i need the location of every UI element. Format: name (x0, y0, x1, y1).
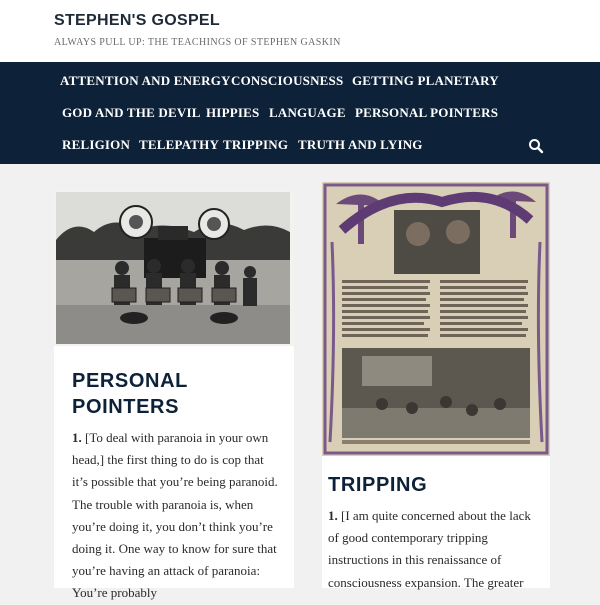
nav-item-tripping[interactable]: TRIPPING (223, 137, 289, 152)
main-nav (0, 62, 600, 164)
nav-item-hippies[interactable]: HIPPIES (206, 105, 260, 120)
post-excerpt (328, 505, 543, 594)
post-excerpt (72, 427, 282, 605)
site-title[interactable]: STEPHEN'S GOSPEL (54, 12, 220, 29)
nav-item-personal-pointers[interactable]: PERSONAL POINTERS (355, 105, 499, 120)
post-card-tripping (322, 182, 550, 588)
nav-item-god-and-the-devil[interactable]: GOD AND THE DEVIL (62, 105, 201, 120)
nav-item-religion[interactable]: RELIGION (62, 137, 131, 152)
nav-item-getting-planetary[interactable]: GETTING PLANETARY (352, 73, 499, 88)
excerpt-text: [To deal with paranoia in your own head,] the first thing to do is cop that it’s possible that you’re being paranoid. The trouble with paranoia is, when you’re doing it, you don’t think you’re doing it. One way to know for sure that you’re having an attack of paranoia: You’re probably (72, 430, 278, 601)
nav-item-attention-and-energy[interactable]: ATTENTION AND ENERGY (60, 73, 231, 88)
nav-item-language[interactable]: LANGUAGE (269, 105, 346, 120)
site-header (0, 0, 600, 62)
nav-item-telepathy[interactable]: TELEPATHY (139, 137, 220, 152)
excerpt-number: 1. (72, 430, 82, 445)
post-image-magazine-page[interactable] (322, 182, 550, 456)
nav-item-consciousness[interactable]: CONSCIOUSNESS (231, 73, 344, 88)
excerpt-text: [I am quite concerned about the lack of good contemporary tripping instructions in this renaissance of consciousness expansion. The greater (328, 508, 531, 590)
search-icon[interactable] (528, 138, 544, 154)
nav-item-truth-and-lying[interactable]: TRUTH AND LYING (298, 137, 423, 152)
post-title[interactable]: PERSONAL POINTERS (72, 370, 188, 418)
post-image-tractor-group[interactable] (54, 190, 294, 346)
excerpt-number: 1. (328, 508, 338, 523)
post-title[interactable]: TRIPPING (328, 474, 428, 496)
site-tagline: ALWAYS PULL UP: THE TEACHINGS OF STEPHEN GASKIN (54, 37, 341, 48)
post-card-personal-pointers (54, 190, 294, 601)
